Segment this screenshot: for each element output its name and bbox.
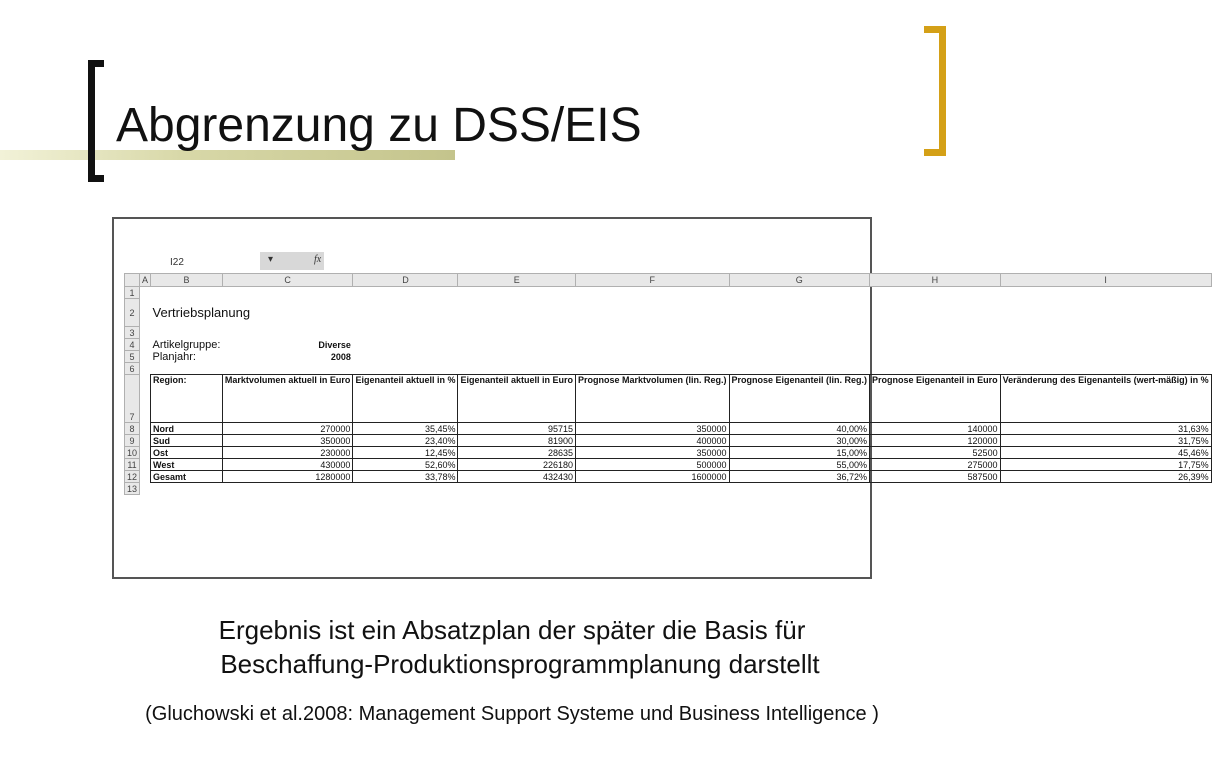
table-header-cell: Prognose Eigenanteil (lin. Reg.) xyxy=(729,375,870,423)
column-header: E xyxy=(458,274,576,287)
row-header: 10 xyxy=(125,447,140,459)
data-cell: 81900 xyxy=(458,435,576,447)
caption-line-2: Beschaffung-Produktionsprogrammplanung darstellt xyxy=(220,649,820,679)
data-cell: 275000 xyxy=(870,459,1001,471)
planjahr-value: 2008 xyxy=(330,351,351,362)
data-cell: 587500 xyxy=(870,471,1001,483)
table-row xyxy=(125,471,1212,483)
table-header-cell: Marktvolumen aktuell in Euro xyxy=(222,375,353,423)
right-bracket-decoration xyxy=(924,26,946,156)
data-cell: 30,00% xyxy=(729,435,870,447)
left-bracket-decoration xyxy=(88,60,104,182)
artikelgruppe-value: Diverse xyxy=(318,339,351,350)
row-header: 8 xyxy=(125,423,140,435)
data-cell: 31,63% xyxy=(1000,423,1211,435)
grid-corner xyxy=(125,274,140,287)
data-cell: 270000 xyxy=(222,423,353,435)
row-header: 7 xyxy=(125,375,140,423)
spreadsheet-screenshot xyxy=(112,217,1209,579)
data-cell: 15,00% xyxy=(729,447,870,459)
region-cell: Nord xyxy=(151,423,223,435)
data-cell: 35,45% xyxy=(353,423,458,435)
data-cell: 350000 xyxy=(576,423,730,435)
table-header-cell: Eigenanteil aktuell in % xyxy=(353,375,458,423)
data-cell: 33,78% xyxy=(353,471,458,483)
data-cell: 95715 xyxy=(458,423,576,435)
spreadsheet-grid xyxy=(124,273,1212,495)
table-row xyxy=(125,435,1212,447)
data-cell: 45,46% xyxy=(1000,447,1211,459)
sheet-title: Vertriebsplanung xyxy=(152,305,251,320)
name-box-dropdown xyxy=(260,252,324,270)
data-cell: 40,00% xyxy=(729,423,870,435)
column-header: F xyxy=(576,274,730,287)
row-header: 4 xyxy=(125,339,140,351)
column-header: B xyxy=(151,274,223,287)
sheet-grid xyxy=(124,273,1209,573)
data-cell: 500000 xyxy=(576,459,730,471)
data-cell: 350000 xyxy=(576,447,730,459)
data-cell: 36,72% xyxy=(729,471,870,483)
table-header-cell: Prognose Eigenanteil in Euro xyxy=(870,375,1001,423)
column-header: G xyxy=(729,274,870,287)
data-cell: 120000 xyxy=(870,435,1001,447)
data-cell: 1280000 xyxy=(222,471,353,483)
data-cell: 55,00% xyxy=(729,459,870,471)
table-row xyxy=(125,423,1212,435)
table-row xyxy=(125,459,1212,471)
region-cell: Sud xyxy=(151,435,223,447)
table-header-cell: Eigenanteil aktuell in Euro xyxy=(458,375,576,423)
region-cell: West xyxy=(151,459,223,471)
table-header-cell: Veränderung des Eigenanteils (wert-mäßig) in % xyxy=(1000,375,1211,423)
data-cell: 350000 xyxy=(222,435,353,447)
row-header: 11 xyxy=(125,459,140,471)
data-cell: 430000 xyxy=(222,459,353,471)
data-cell: 23,40% xyxy=(353,435,458,447)
fx-label: fx xyxy=(314,254,322,265)
formula-bar xyxy=(168,254,322,270)
data-cell: 230000 xyxy=(222,447,353,459)
empty-row xyxy=(140,287,1212,299)
chevron-down-icon: ▾ xyxy=(268,254,274,265)
planjahr-label: Planjahr: xyxy=(152,350,196,363)
caption-line-1: Ergebnis ist ein Absatzplan der später die Basis für xyxy=(218,615,806,645)
column-header: D xyxy=(353,274,458,287)
data-cell: 1600000 xyxy=(576,471,730,483)
row-header: 13 xyxy=(125,483,140,495)
row-header: 3 xyxy=(125,327,140,339)
data-cell: 140000 xyxy=(870,423,1001,435)
row-header: 2 xyxy=(125,299,140,327)
row-header: 5 xyxy=(125,351,140,363)
citation: (Gluchowski et al.2008: Management Support Systeme und Business Intelligence ) xyxy=(145,703,879,725)
row-header: 9 xyxy=(125,435,140,447)
slide-title: Abgrenzung zu DSS/EIS xyxy=(116,99,642,152)
row-header: 12 xyxy=(125,471,140,483)
data-cell: 432430 xyxy=(458,471,576,483)
data-cell: 52,60% xyxy=(353,459,458,471)
column-header: A xyxy=(140,274,151,287)
data-cell: 52500 xyxy=(870,447,1001,459)
data-cell: 28635 xyxy=(458,447,576,459)
region-cell: Ost xyxy=(151,447,223,459)
data-cell: 26,39% xyxy=(1000,471,1211,483)
table-row xyxy=(125,447,1212,459)
data-cell: 17,75% xyxy=(1000,459,1211,471)
data-cell: 400000 xyxy=(576,435,730,447)
column-header: H xyxy=(870,274,1001,287)
row-header: 1 xyxy=(125,287,140,299)
table-header-cell: Region: xyxy=(151,375,223,423)
name-box: I22 xyxy=(170,257,184,268)
table-header-cell: Prognose Marktvolumen (lin. Reg.) xyxy=(576,375,730,423)
data-cell: 31,75% xyxy=(1000,435,1211,447)
row-header: 6 xyxy=(125,363,140,375)
column-header: I xyxy=(1000,274,1211,287)
column-header: C xyxy=(222,274,353,287)
region-cell: Gesamt xyxy=(151,471,223,483)
data-cell: 226180 xyxy=(458,459,576,471)
artikelgruppe-label: Artikelgruppe: xyxy=(152,338,221,351)
data-cell: 12,45% xyxy=(353,447,458,459)
